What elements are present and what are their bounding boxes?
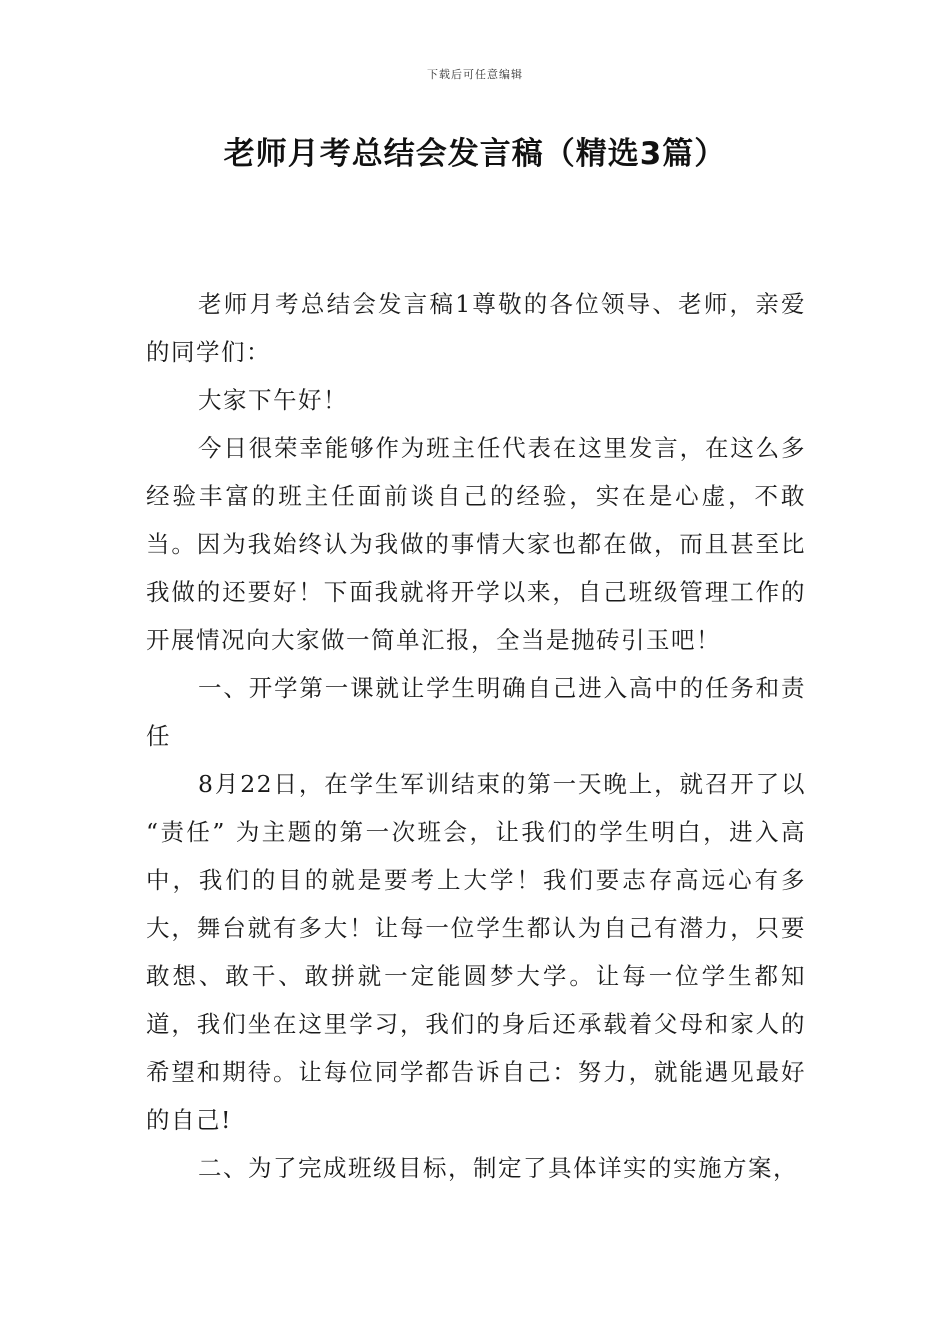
paragraph-salutation: 大家下午好！	[198, 386, 348, 414]
paragraph-greeting: 老师月考总结会发言稿1尊敬的各位领导、老师，亲爱的同学们：	[146, 290, 806, 366]
paragraph-intro: 今日很荣幸能够作为班主任代表在这里发言，在这么多经验丰富的班主任面前谈自己的经验，实在是心虚，不敢当。因为我始终认为我做的事情大家也都在做，而且甚至比我做的还要好！下面我就将开学以来，自己班级管理工作的开展情况向大家做一简单汇报，全当是抛砖引玉吧！	[146, 434, 806, 654]
document-body	[146, 280, 806, 1192]
paragraph-section-1-heading: 一、开学第一课就让学生明确自己进入高中的任务和责任	[146, 674, 806, 750]
paragraph-section-1-body: 8月22日，在学生军训结束的第一天晚上，就召开了以 “责任” 为主题的第一次班会，让我们的学生明白，进入高中，我们的目的就是要考上大学！我们要志存高远心有多大，舞台就有多大！让每一位学生都认为自己有潜力，只要敢想、敢干、敢拼就一定能圆梦大学。让每一位学生都知道，我们坐在这里学习，我们的身后还承载着父母和家人的希望和期待。让每位同学都告诉自己：努力，就能遇见最好的自己!	[146, 770, 806, 1134]
document-title: 老师月考总结会发言稿（精选3篇）	[223, 136, 727, 172]
header-note: 下载后可任意编辑	[427, 68, 523, 81]
paragraph-section-2-heading: 二、为了完成班级目标，制定了具体详实的实施方案，	[198, 1154, 798, 1182]
